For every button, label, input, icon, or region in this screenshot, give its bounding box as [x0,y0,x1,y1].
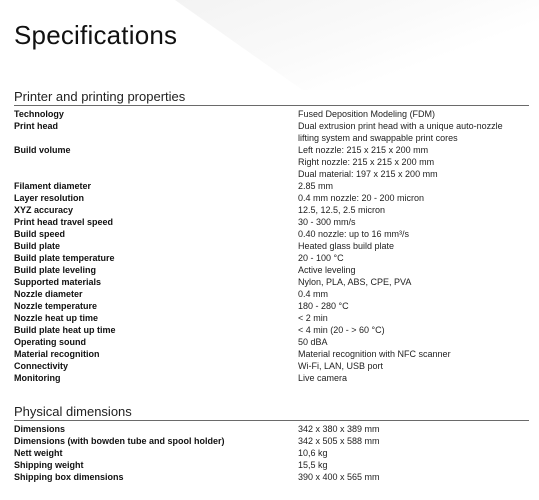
section-physical-dimensions [14,405,529,483]
spec-value-line: 0.40 nozzle: up to 16 mm³/s [298,229,410,239]
spec-value-line: Heated glass build plate [298,241,395,251]
spec-row [14,423,529,435]
spec-value-line: 390 x 400 x 565 mm [298,472,380,482]
spec-row [14,276,529,288]
spec-value [298,423,529,435]
spec-label: Layer resolution [14,193,85,203]
spec-label: Build plate [14,241,61,251]
spec-label: Build plate temperature [14,253,115,263]
spec-row [14,324,529,336]
spec-row [14,348,529,360]
spec-value-line: 30 - 300 mm/s [298,217,356,227]
spec-value [298,204,529,216]
spec-value-line: Material recognition with NFC scanner [298,349,451,359]
spec-value-line: Nylon, PLA, ABS, CPE, PVA [298,277,412,287]
spec-value [298,447,529,459]
spec-value [298,264,529,276]
spec-label: Nett weight [14,448,63,458]
spec-label: Technology [14,109,64,119]
spec-value [298,144,529,180]
spec-value-line: 0.4 mm nozzle: 20 - 200 micron [298,193,425,203]
spec-value-line: 180 - 280 °C [298,301,349,311]
spec-value-line: 20 - 100 °C [298,253,344,263]
spec-row [14,471,529,483]
spec-label: Dimensions [14,424,66,434]
spec-value-line: Fused Deposition Modeling (FDM) [298,109,436,119]
spec-label: Build plate leveling [14,265,97,275]
spec-value [298,348,529,360]
spec-value-line: lifting system and swappable print cores [298,133,458,143]
spec-label: Material recognition [14,349,100,359]
spec-row [14,459,529,471]
section-title: Printer and printing properties [14,90,529,106]
spec-value [298,435,529,447]
spec-row [14,264,529,276]
spec-value-line: 342 x 505 x 588 mm [298,436,380,446]
spec-row [14,288,529,300]
spec-value-line: < 4 min (20 - > 60 °C) [298,325,385,335]
spec-value [298,324,529,336]
spec-row [14,312,529,324]
header-background-shape [175,0,539,90]
spec-value-line: Right nozzle: 215 x 215 x 200 mm [298,157,435,167]
spec-value [298,180,529,192]
spec-label: Filament diameter [14,181,92,191]
spec-row [14,252,529,264]
spec-value-line: 50 dBA [298,337,328,347]
spec-value [298,240,529,252]
spec-row [14,204,529,216]
spec-row [14,372,529,384]
spec-label: Dimensions (with bowden tube and spool holder) [14,436,225,446]
spec-value [298,120,529,144]
spec-label: Nozzle temperature [14,301,98,311]
spec-value-line: Wi-Fi, LAN, USB port [298,361,384,371]
spec-label: Build volume [14,145,71,155]
spec-value-line: 2.85 mm [298,181,334,191]
spec-row [14,435,529,447]
spec-label: Shipping weight [14,460,84,470]
spec-label: Nozzle heat up time [14,313,99,323]
spec-value-line: Live camera [298,373,348,383]
spec-value [298,228,529,240]
page-title: Specifications [14,20,178,50]
spec-value [298,459,529,471]
spec-row [14,228,529,240]
spec-value-line: 12.5, 12.5, 2.5 micron [298,205,386,215]
spec-label: Build plate heat up time [14,325,116,335]
spec-label: Build speed [14,229,66,239]
spec-value-line: 0.4 mm [298,289,329,299]
spec-value [298,288,529,300]
spec-label: Print head travel speed [14,217,114,227]
spec-value-line: < 2 min [298,313,328,323]
spec-value-line: Active leveling [298,265,356,275]
spec-label: XYZ accuracy [14,205,74,215]
spec-value [298,108,529,120]
spec-value [298,471,529,483]
spec-row [14,360,529,372]
spec-row [14,180,529,192]
spec-value-line: 342 x 380 x 389 mm [298,424,380,434]
spec-value-line: 10,6 kg [298,448,328,458]
spec-value [298,300,529,312]
spec-value [298,312,529,324]
spec-value-line: Dual extrusion print head with a unique auto-nozzle [298,121,503,131]
spec-label: Operating sound [14,337,86,347]
section-title: Physical dimensions [14,405,529,421]
spec-label: Connectivity [14,361,69,371]
spec-value-line: 15,5 kg [298,460,328,470]
spec-label: Supported materials [14,277,102,287]
spec-value [298,192,529,204]
spec-value [298,360,529,372]
spec-value-line: Left nozzle: 215 x 215 x 200 mm [298,145,429,155]
spec-row [14,108,529,120]
spec-row [14,192,529,204]
spec-label: Monitoring [14,373,61,383]
section-printer-properties [14,90,529,384]
spec-row [14,300,529,312]
spec-row [14,336,529,348]
spec-value [298,216,529,228]
spec-label: Shipping box dimensions [14,472,124,482]
spec-value-line: Dual material: 197 x 215 x 200 mm [298,169,438,179]
spec-row [14,447,529,459]
spec-label: Nozzle diameter [14,289,83,299]
spec-row [14,144,529,180]
spec-value [298,252,529,264]
spec-label: Print head [14,121,59,131]
spec-row [14,216,529,228]
spec-row [14,240,529,252]
spec-value [298,276,529,288]
spec-value [298,372,529,384]
spec-row [14,120,529,144]
spec-value [298,336,529,348]
